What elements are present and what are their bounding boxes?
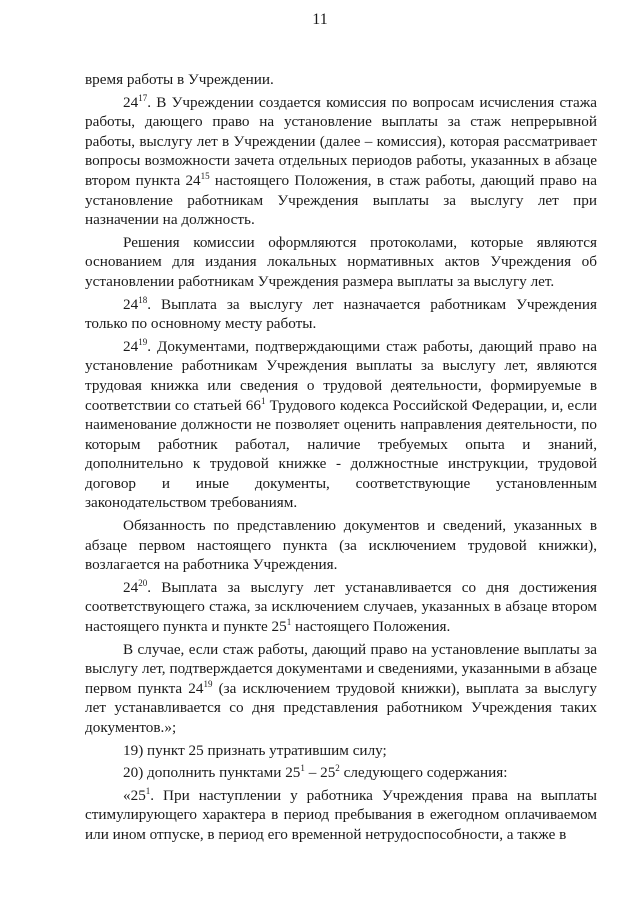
text-run: «25 [123, 786, 146, 804]
text-run: Трудового кодекса Российской Федерации, и, если наименование должности не позволяет оценить направления деятельности, по которым работник работал, наличие требуемых опыта и знаний, дополнительно к трудовой книжке - должностные инструкции, трудовой договор и иные документы, соответствующие установленным законодательством требованиям. [85, 396, 597, 512]
superscript: 1 [260, 395, 266, 406]
text-run: В случае, если стаж работы, дающий право на установление выплаты за выслугу лет, подтверждается документами и сведениями, указанными в абзаце первом пункта 24 [85, 640, 597, 697]
text-run: настоящего Положения. [291, 618, 451, 636]
superscript: 15 [200, 170, 210, 181]
superscript: 20 [138, 577, 148, 588]
text-run: 24 [123, 337, 139, 355]
text-run: следующего содержания: [339, 764, 508, 782]
document-body [85, 70, 597, 845]
superscript: 19 [138, 336, 148, 347]
paragraph [85, 786, 597, 845]
paragraph [85, 233, 597, 292]
text-run: 24 [123, 295, 139, 313]
paragraph [85, 578, 597, 637]
paragraph [85, 93, 597, 230]
superscript: 17 [138, 92, 148, 103]
superscript: 2 [335, 763, 340, 774]
superscript: 1 [300, 763, 305, 774]
text-run: время работы в Учреждении. [85, 71, 274, 88]
paragraph [85, 763, 597, 783]
text-run: . Выплата за выслугу лет устанавливается со дня достижения соответствующего стажа, за исключением случаев, указанных в абзаце втором настоящего пункта и пункте 25 [85, 578, 597, 636]
text-run: настоящего Положения, в стаж работы, дающий право на установление работникам Учреждения выплаты за выслугу лет при назначении на должность. [85, 171, 597, 229]
text-run: . Документами, подтверждающими стаж работы, дающий право на установление работникам Учреждения выплаты за выслугу лет, являются трудовая книжка или сведения о трудовой деятельности, формируемые в соответствии со статьей 66 [85, 337, 597, 414]
text-run: 24 [123, 93, 139, 111]
paragraph [85, 70, 597, 90]
text-run: Решения комиссии оформляются протоколами, которые являются основанием для издания локальных нормативных актов Учреждения об установлении работникам Учреждения размера выплаты за выслугу лет. [85, 233, 597, 290]
paragraph [85, 741, 597, 761]
text-run: 24 [123, 578, 139, 596]
superscript: 1 [286, 617, 292, 628]
text-run: – 25 [304, 764, 336, 782]
superscript: 18 [138, 294, 148, 305]
paragraph [85, 640, 597, 738]
text-run: 19) пункт 25 признать утратившим силу; [123, 741, 387, 759]
text-run: . Выплата за выслугу лет назначается работникам Учреждения только по основному месту работы. [85, 295, 597, 333]
paragraph [85, 295, 597, 334]
text-run: . В Учреждении создается комиссия по вопросам исчисления стажа работы, дающего право на установление выплаты за стаж непрерывной работы, выслугу лет в Учреждении (далее – комиссия), которая рассматривает вопросы возможности зачета отдельных периодов работы, указанных в абзаце втором пункта 24 [85, 93, 597, 189]
text-run: (за исключением трудовой книжки), выплата за выслугу лет устанавливается со дня представления работником Учреждения таких документов.»; [85, 679, 597, 736]
text-run: . При наступлении у работника Учреждения права на выплаты стимулирующего характера в период пребывания в ежегодном оплачиваемом или ином отпуске, в период его временной нетрудоспособности, а также в [85, 786, 597, 843]
text-run: 20) дополнить пунктами 25 [123, 764, 301, 782]
page-number: 11 [312, 11, 328, 28]
superscript: 19 [203, 678, 213, 689]
paragraph [85, 337, 597, 513]
paragraph [85, 516, 597, 575]
superscript: 1 [145, 785, 151, 796]
text-run: Обязанность по представлению документов и сведений, указанных в абзаце первом настоящего пункта (за исключением трудовой книжки), возлагается на работника Учреждения. [85, 517, 597, 574]
